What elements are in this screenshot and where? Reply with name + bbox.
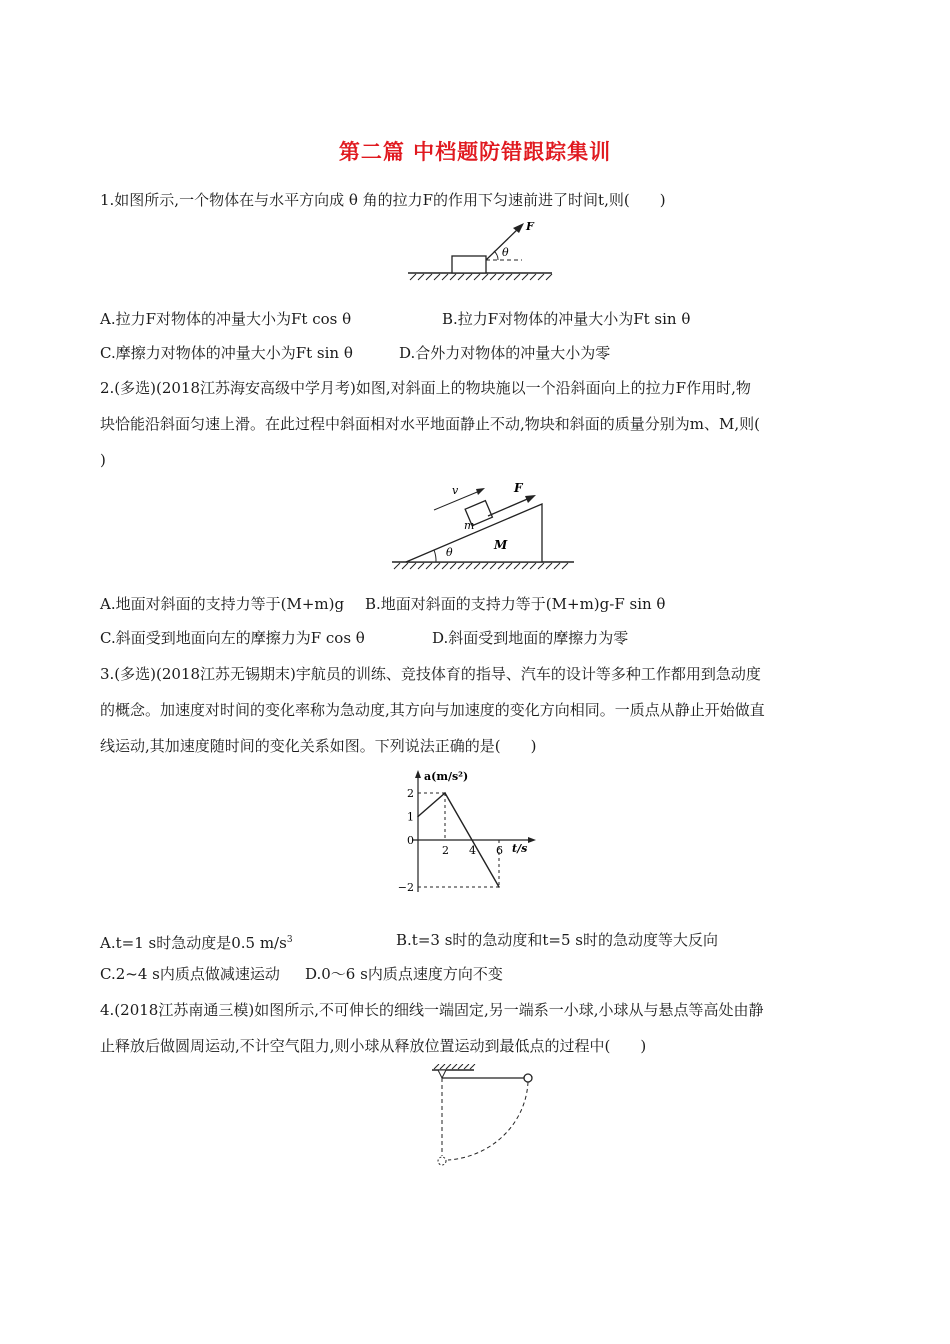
q4-pendulum-figure	[410, 1064, 550, 1174]
box-block	[452, 256, 486, 273]
y-tick-label: 0	[407, 834, 414, 847]
q2-stem-line2: 块恰能沿斜面匀速上滑。在此过程中斜面相对水平地面静止不动,物块和斜面的质量分别为m、M,则(	[100, 415, 760, 433]
x-axis-label: t/s	[512, 842, 528, 855]
force-label: F	[514, 481, 523, 495]
arc-path	[448, 1082, 528, 1160]
force-label: F	[526, 220, 534, 233]
q2-option-b: B.地面对斜面的支持力等于(M+m)g-F sin θ	[365, 595, 666, 613]
q2-figure	[388, 476, 578, 576]
q4-stem-line2: 止释放后做圆周运动,不计空气阻力,则小球从释放位置运动到最低点的过程中( )	[100, 1037, 647, 1055]
q1-option-b: B.拉力F对物体的冲量大小为Ft sin θ	[442, 310, 691, 328]
angle-label: θ	[502, 246, 509, 259]
q2-option-d: D.斜面受到地面的摩擦力为零	[432, 629, 629, 647]
q1-figure	[400, 218, 560, 290]
q1-option-a: A.拉力F对物体的冲量大小为Ft cos θ	[100, 310, 352, 328]
ground-hatch	[410, 274, 552, 280]
q3-option-a-exponent: 3	[286, 935, 293, 945]
ceiling-hatch	[434, 1064, 475, 1069]
x-tick-label: 2	[442, 844, 449, 857]
y-tick-label: 2	[407, 787, 414, 800]
ground-hatch	[394, 563, 568, 569]
q4-stem-line1: 4.(2018江苏南通三模)如图所示,不可伸长的细线一端固定,另一端系一小球,小球从与悬点等高处由静	[100, 1001, 764, 1019]
pivot-mount	[438, 1070, 446, 1078]
q3-option-a-text: A.t=1 s时急动度是0.5 m/s	[100, 934, 287, 952]
angle-label: θ	[446, 546, 453, 559]
incline-label: M	[494, 538, 508, 552]
q2-option-a: A.地面对斜面的支持力等于(M+m)g	[100, 595, 345, 613]
q2-stem-line1: 2.(多选)(2018江苏海安高级中学月考)如图,对斜面上的物块施以一个沿斜面向上的拉力F作用时,物	[100, 379, 751, 397]
q2-option-c: C.斜面受到地面向左的摩擦力为F cos θ	[100, 629, 365, 647]
series-point	[417, 816, 419, 818]
x-axis-arrow	[528, 837, 536, 843]
y-axis-arrow	[415, 770, 421, 778]
q2-stem-line3: )	[100, 451, 106, 469]
x-tick-label: 4	[469, 844, 476, 857]
q3-option-c: C.2~4 s内质点做减速运动	[100, 965, 280, 983]
ball-lowest	[438, 1157, 446, 1165]
q3-option-d: D.0～6 s内质点速度方向不变	[305, 965, 503, 983]
q3-stem-line2: 的概念。加速度对时间的变化率称为急动度,其方向与加速度的变化方向相同。一质点从静止开始做直	[100, 701, 765, 719]
q3-acceleration-chart	[372, 768, 542, 904]
q3-stem-line3: 线运动,其加速度随时间的变化关系如图。下列说法正确的是( )	[100, 737, 537, 755]
q1-option-c: C.摩擦力对物体的冲量大小为Ft sin θ	[100, 344, 353, 362]
q3-option-b: B.t=3 s时的急动度和t=5 s时的急动度等大反向	[396, 931, 719, 949]
q3-option-a	[100, 930, 293, 953]
q1-stem: 1.如图所示,一个物体在与水平方向成 θ 角的拉力F的作用下匀速前进了时间t,则( )	[100, 191, 666, 209]
velocity-label: v	[452, 484, 459, 497]
page-title: 第二篇 中档题防错跟踪集训	[338, 140, 612, 164]
series-point	[444, 792, 446, 794]
x-tick-label: 6	[496, 844, 503, 857]
block-label: m	[464, 519, 475, 532]
force-arrow-head	[525, 495, 536, 503]
velocity-arrow-head	[476, 488, 485, 495]
y-tick-label: −2	[397, 881, 414, 894]
series-point	[498, 886, 500, 888]
q1-option-d: D.合外力对物体的冲量大小为零	[399, 344, 611, 362]
y-tick-label: 1	[407, 810, 414, 824]
q3-stem-line1: 3.(多选)(2018江苏无锡期末)宇航员的训练、竞技体育的指导、汽车的设计等多种工作都用到急动度	[100, 665, 761, 683]
y-axis-label: a(m/s²)	[424, 770, 469, 783]
ball-start	[524, 1074, 532, 1082]
